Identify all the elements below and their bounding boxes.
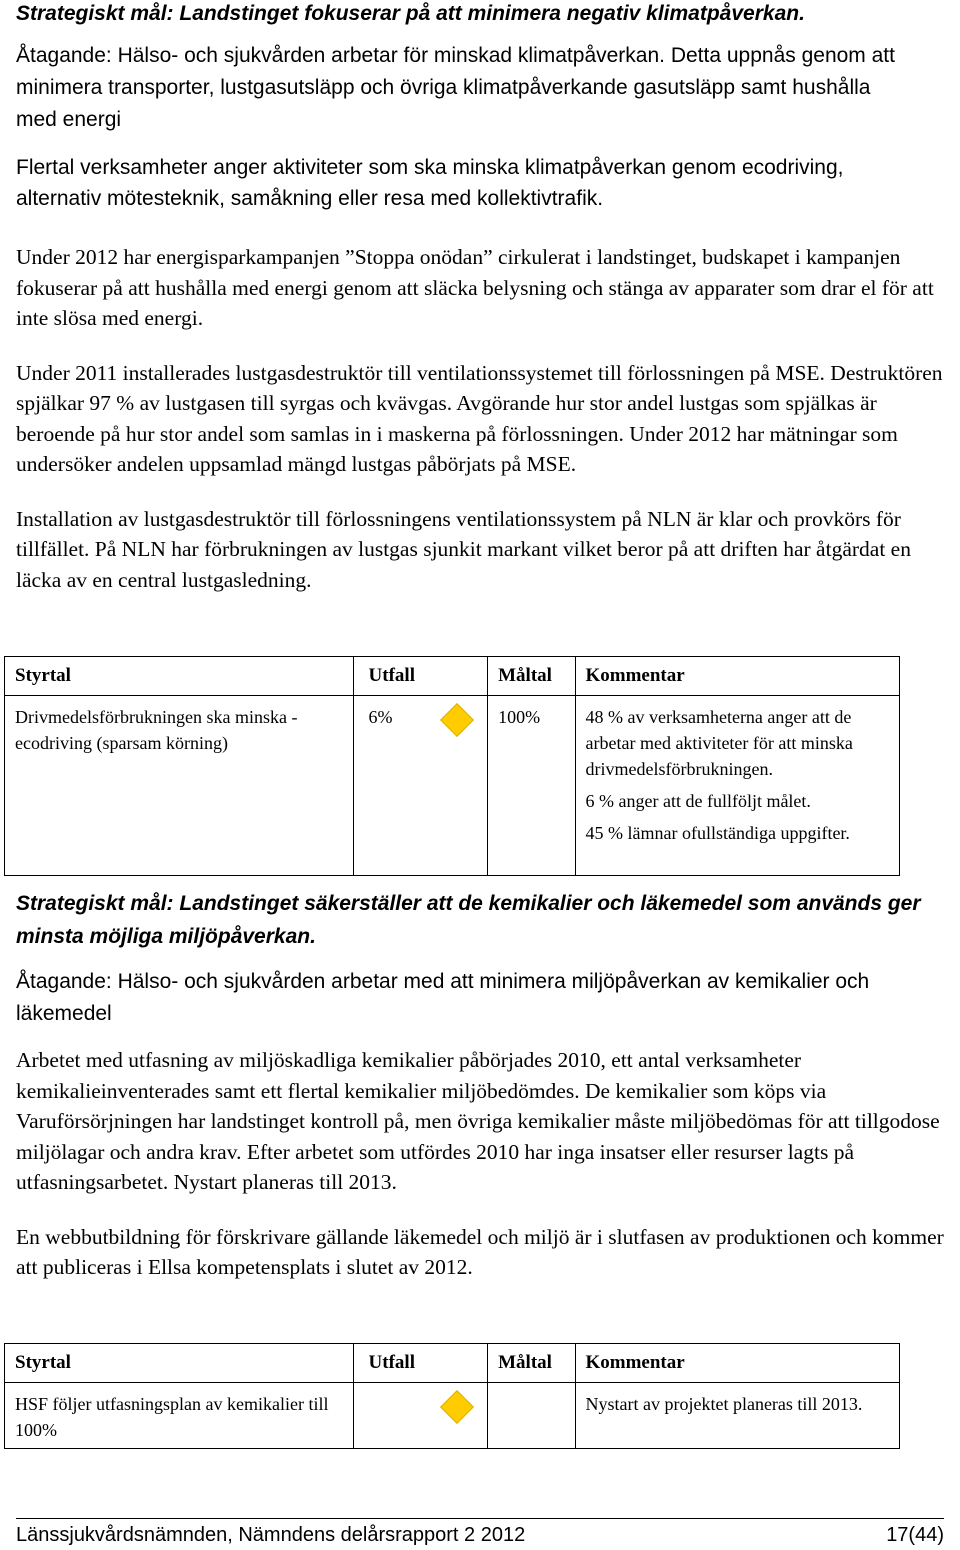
comment-line: 6 % anger att de fullföljt målet. [585, 791, 811, 811]
paragraph-energy-campaign: Under 2012 har energisparkampanjen ”Stoppa onödan” cirkulerat i landstinget, budskapet i kampanjen fokuserar på att hushålla med energi genom att släcka belysning och stänga av apparater som drar el för att inte slösa med energi. [16, 245, 934, 330]
kpi-table-chemicals [4, 1343, 900, 1449]
header-utfall: Utfall [353, 657, 488, 696]
yellow-diamond-icon [440, 703, 474, 737]
header-utfall: Utfall [353, 1344, 488, 1383]
header-styrtal: Styrtal [5, 657, 354, 696]
paragraph-chemical-phaseout: Arbetet med utfasning av miljöskadliga kemikalier påbörjades 2010, ett antal verksamheter kemikalieinventerades samt ett flertal kemikalier miljöbedömdes. De kemikalier som köps via Varuförsörjningen har landstinget kontroll på, men övriga kemikalier måste miljöbedömas för att tillgodose miljölagar och andra krav. Efter arbetet som utfördes 2010 har inga insatser eller resurser lagts på utfasningsarbetet. Nystart planeras till 2013. [16, 1048, 940, 1194]
header-styrtal: Styrtal [5, 1344, 354, 1383]
comment-line: 48 % av verksamheterna anger att de arbetar med aktiviteter för att minska drivmedelsförbrukningen. [585, 707, 853, 779]
cell-maltal [488, 1383, 575, 1449]
paragraph-nitrous-oxide-mse: Under 2011 installerades lustgasdestruktör till ventilationssystemet till förlossningen på MSE. Destruktören spjälkar 97 % av lustgasen till syrgas och kvävgas. Avgörande hur stor andel lustgas som spjälkas är beroende på hur stor andel som samlas in i maskerna på förlossningen. Under 2012 har mätningar som undersöker andelen uppsamlad mängd lustgas påbörjats på MSE. [16, 360, 943, 476]
header-kommentar: Kommentar [575, 1344, 900, 1383]
strategic-goal-chemicals: Strategiskt mål: Landstinget säkerställer att de kemikalier och läkemedel som används ger minsta möjliga miljöpåverkan. [16, 892, 921, 948]
commitment-climate: Åtagande: Hälso- och sjukvården arbetar för minskad klimatpåverkan. Detta uppnås genom att minimera transporter, lustgasutsläpp och övriga klimatpåverkande gasutsläpp samt hushålla med energi [16, 44, 895, 131]
paragraph-web-training: En webbutbildning för förskrivare gällande läkemedel och miljö är i slutfasen av produktionen och kommer att publiceras i Ellsa kompetensplats i slutet av 2012. [16, 1224, 944, 1279]
commitment-chemicals: Åtagande: Hälso- och sjukvården arbetar med att minimera miljöpåverkan av kemikalier och läkemedel [16, 970, 870, 1025]
kpi-table-fuel [4, 656, 900, 876]
table-header-row [5, 1344, 900, 1383]
activities-intro: Flertal verksamheter anger aktiviteter som ska minska klimatpåverkan genom ecodriving, alternativ mötesteknik, samåkning eller resa med kollektivtrafik. [16, 156, 844, 210]
cell-status [433, 1383, 488, 1449]
cell-maltal: 100% [488, 696, 575, 876]
cell-kommentar [575, 696, 900, 876]
cell-status [433, 696, 488, 876]
header-kommentar: Kommentar [575, 657, 900, 696]
cell-kommentar: Nystart av projektet planeras till 2013. [575, 1383, 900, 1449]
yellow-diamond-icon [440, 1390, 474, 1424]
footer-title: Länssjukvårdsnämnden, Nämndens delårsrapport 2 2012 [16, 1524, 526, 1546]
header-maltal: Måltal [488, 1344, 575, 1383]
table-header-row [5, 657, 900, 696]
page-footer [16, 1518, 944, 1547]
comment-line: 45 % lämnar ofullständiga uppgifter. [585, 823, 850, 843]
cell-styrtal: HSF följer utfasningsplan av kemikalier till 100% [5, 1383, 354, 1449]
cell-utfall [353, 1383, 433, 1449]
section2-paragraphs [16, 1045, 951, 1283]
table-row [5, 1383, 900, 1449]
cell-styrtal: Drivmedelsförbrukningen ska minska - ecodriving (sparsam körning) [5, 696, 354, 876]
page-number: 17(44) [886, 1524, 944, 1546]
table-row [5, 696, 900, 876]
section1-paragraphs [16, 242, 951, 595]
paragraph-nitrous-oxide-nln: Installation av lustgasdestruktör till förlossningens ventilationssystem på NLN är klar och provkörs för tillfället. På NLN har förbrukningen av lustgas sjunkit markant vilket beror på att driften har åtgärdat en läcka av en central lustgasledning. [16, 506, 911, 592]
cell-utfall: 6% [353, 696, 433, 876]
header-maltal: Måltal [488, 657, 575, 696]
strategic-goal-climate: Strategiskt mål: Landstinget fokuserar på att minimera negativ klimatpåverkan. [16, 2, 805, 25]
